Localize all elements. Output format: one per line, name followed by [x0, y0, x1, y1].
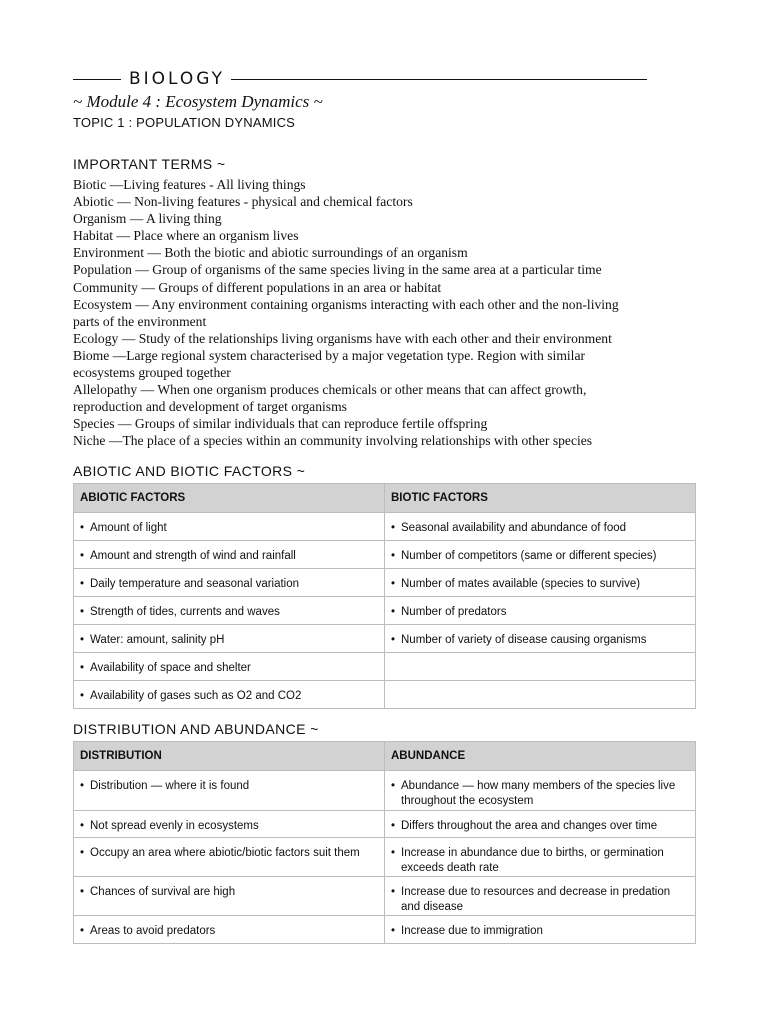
table-cell: [74, 625, 385, 653]
bullet-item: [80, 877, 378, 900]
term-line: Ecology — Study of the relationships living organisms have with each other and their environment: [73, 330, 612, 346]
bullet-item: [80, 681, 378, 704]
table-cell: [74, 569, 385, 597]
bullet-icon: •: [80, 634, 85, 646]
table-row: [74, 877, 696, 916]
bullet-icon: •: [391, 550, 396, 562]
bullet-icon: •: [80, 886, 85, 898]
header-rule-right: [231, 79, 647, 80]
cell-text: Increase in abundance due to births, or germination exceeds death rate: [401, 847, 664, 874]
cell-text: Not spread evenly in ecosystems: [90, 820, 259, 832]
table-cell: [385, 681, 696, 709]
cell-text: Availability of space and shelter: [90, 662, 251, 674]
term-line: parts of the environment: [73, 313, 207, 329]
bullet-icon: •: [80, 550, 85, 562]
table-cell: [74, 513, 385, 541]
table-cell: [385, 625, 696, 653]
term-line: Biome —Large regional system characterised by a major vegetation type. Region with similar: [73, 347, 586, 363]
bullet-item: [80, 541, 378, 564]
bullet-icon: •: [391, 847, 396, 859]
cell-text: Number of mates available (species to survive): [401, 578, 641, 590]
cell-text: Areas to avoid predators: [90, 925, 216, 937]
cell-text: Water: amount, salinity pH: [90, 634, 225, 646]
bullet-item: [391, 541, 689, 564]
distribution-table: [73, 741, 696, 944]
cell-text: Strength of tides, currents and waves: [90, 606, 280, 618]
table-cell: [74, 541, 385, 569]
bullet-item: [80, 625, 378, 648]
cell-text: Increase due to immigration: [401, 925, 543, 937]
bullet-item: [391, 625, 689, 648]
important-terms-heading: IMPORTANT TERMS ~: [73, 156, 226, 172]
cell-text: Increase due to resources and decrease in predation and disease: [401, 886, 671, 913]
bullet-item: [80, 771, 378, 794]
cell-text: Chances of survival are high: [90, 886, 236, 898]
term-line: Abiotic — Non-living features - physical and chemical factors: [73, 194, 413, 210]
term-line: Allelopathy — When one organism produces chemicals or other means that can affect growth,: [73, 382, 587, 398]
factors-heading: ABIOTIC AND BIOTIC FACTORS ~: [73, 463, 306, 479]
term-line: Organism — A living thing: [73, 211, 222, 227]
term-line: Niche —The place of a species within an community involving relationships with other species: [73, 433, 593, 449]
cell-text: Abundance — how many members of the species live throughout the ecosystem: [401, 780, 676, 807]
cell-text: Differs throughout the area and changes over time: [401, 820, 658, 832]
table-cell: [74, 771, 385, 811]
cell-text: Distribution — where it is found: [90, 780, 250, 792]
cell-text: Amount and strength of wind and rainfall: [90, 550, 296, 562]
bullet-icon: •: [80, 690, 85, 702]
cell-text: Daily temperature and seasonal variation: [90, 578, 300, 590]
table-cell: [74, 681, 385, 709]
table-cell: [385, 916, 696, 944]
table-row: [74, 513, 696, 541]
bullet-icon: •: [391, 780, 396, 792]
table-row: [74, 681, 696, 709]
cell-text: Amount of light: [90, 522, 167, 534]
bullet-item: [80, 597, 378, 620]
factors-table: [73, 483, 696, 709]
bullet-item: [391, 513, 689, 536]
cell-text: Availability of gases such as O2 and CO2: [90, 690, 302, 702]
biotic-column-header: BIOTIC FACTORS: [385, 484, 696, 513]
table-cell: [74, 838, 385, 877]
table-cell: [385, 569, 696, 597]
bullet-item: [80, 838, 378, 861]
bullet-icon: •: [80, 820, 85, 832]
bullet-icon: •: [80, 662, 85, 674]
table-cell: [385, 838, 696, 877]
table-header-row: [74, 484, 696, 513]
distribution-table-body: [74, 771, 696, 944]
table-cell: [74, 597, 385, 625]
distribution-column-header: DISTRIBUTION: [74, 742, 385, 771]
cell-text: Number of predators: [401, 606, 507, 618]
bullet-icon: •: [80, 847, 85, 859]
table-cell: [74, 877, 385, 916]
bullet-icon: •: [80, 780, 85, 792]
bullet-item: [80, 811, 378, 834]
table-cell: [74, 916, 385, 944]
bullet-icon: •: [80, 578, 85, 590]
bullet-item: [391, 569, 689, 592]
bullet-icon: •: [391, 925, 396, 937]
table-row: [74, 653, 696, 681]
term-line: Species — Groups of similar individuals that can reproduce fertile offspring: [73, 416, 488, 432]
table-cell: [385, 877, 696, 916]
module-title: ~ Module 4 : Ecosystem Dynamics ~: [73, 92, 323, 111]
term-line: Habitat — Place where an organism lives: [73, 228, 299, 244]
bullet-icon: •: [391, 820, 396, 832]
table-row: [74, 771, 696, 811]
cell-text: Occupy an area where abiotic/biotic factors suit them: [90, 847, 360, 859]
table-cell: [385, 811, 696, 838]
header-rule-left: [73, 79, 121, 80]
table-cell: [385, 513, 696, 541]
bullet-icon: •: [391, 634, 396, 646]
term-line: ecosystems grouped together: [73, 365, 231, 381]
table-row: [74, 625, 696, 653]
distribution-heading: DISTRIBUTION AND ABUNDANCE ~: [73, 721, 319, 737]
cell-text: Number of competitors (same or different species): [401, 550, 657, 562]
table-row: [74, 569, 696, 597]
bullet-icon: •: [80, 606, 85, 618]
table-row: [74, 597, 696, 625]
subject-title: BIOLOGY: [129, 69, 226, 89]
table-cell: [385, 653, 696, 681]
term-line: Ecosystem — Any environment containing organisms interacting with each other and the non-living: [73, 296, 619, 312]
term-line: reproduction and development of target organisms: [73, 399, 347, 415]
bullet-icon: •: [391, 522, 396, 534]
term-line: Biotic —Living features - All living things: [73, 177, 306, 192]
bullet-item: [80, 916, 378, 939]
cell-text: Number of variety of disease causing organisms: [401, 634, 647, 646]
bullet-item: [391, 838, 689, 875]
term-line: Population — Group of organisms of the same species living in the same area at a particular time: [73, 262, 602, 278]
table-header-row: [74, 742, 696, 771]
topic-title: TOPIC 1 : POPULATION DYNAMICS: [73, 115, 296, 130]
bullet-item: [391, 877, 689, 914]
cell-text: Seasonal availability and abundance of food: [401, 522, 627, 534]
table-row: [74, 916, 696, 944]
bullet-item: [391, 771, 689, 808]
table-cell: [385, 541, 696, 569]
bullet-icon: •: [391, 578, 396, 590]
bullet-item: [391, 916, 689, 939]
table-cell: [74, 653, 385, 681]
table-row: [74, 838, 696, 877]
term-line: Environment — Both the biotic and abiotic surroundings of an organism: [73, 245, 468, 261]
table-row: [74, 811, 696, 838]
bullet-icon: •: [80, 925, 85, 937]
bullet-icon: •: [391, 886, 396, 898]
bullet-item: [80, 653, 378, 676]
table-cell: [385, 771, 696, 811]
bullet-icon: •: [391, 606, 396, 618]
bullet-item: [391, 811, 689, 834]
table-cell: [385, 597, 696, 625]
abiotic-column-header: ABIOTIC FACTORS: [74, 484, 385, 513]
term-line: Community — Groups of different populations in an area or habitat: [73, 279, 442, 295]
table-row: [74, 541, 696, 569]
bullet-item: [391, 597, 689, 620]
bullet-item: [80, 569, 378, 592]
abundance-column-header: ABUNDANCE: [385, 742, 696, 771]
terms-list: [73, 176, 703, 450]
bullet-item: [80, 513, 378, 536]
factors-table-body: [74, 513, 696, 709]
subject-header: [73, 68, 647, 90]
table-cell: [74, 811, 385, 838]
bullet-icon: •: [80, 522, 85, 534]
